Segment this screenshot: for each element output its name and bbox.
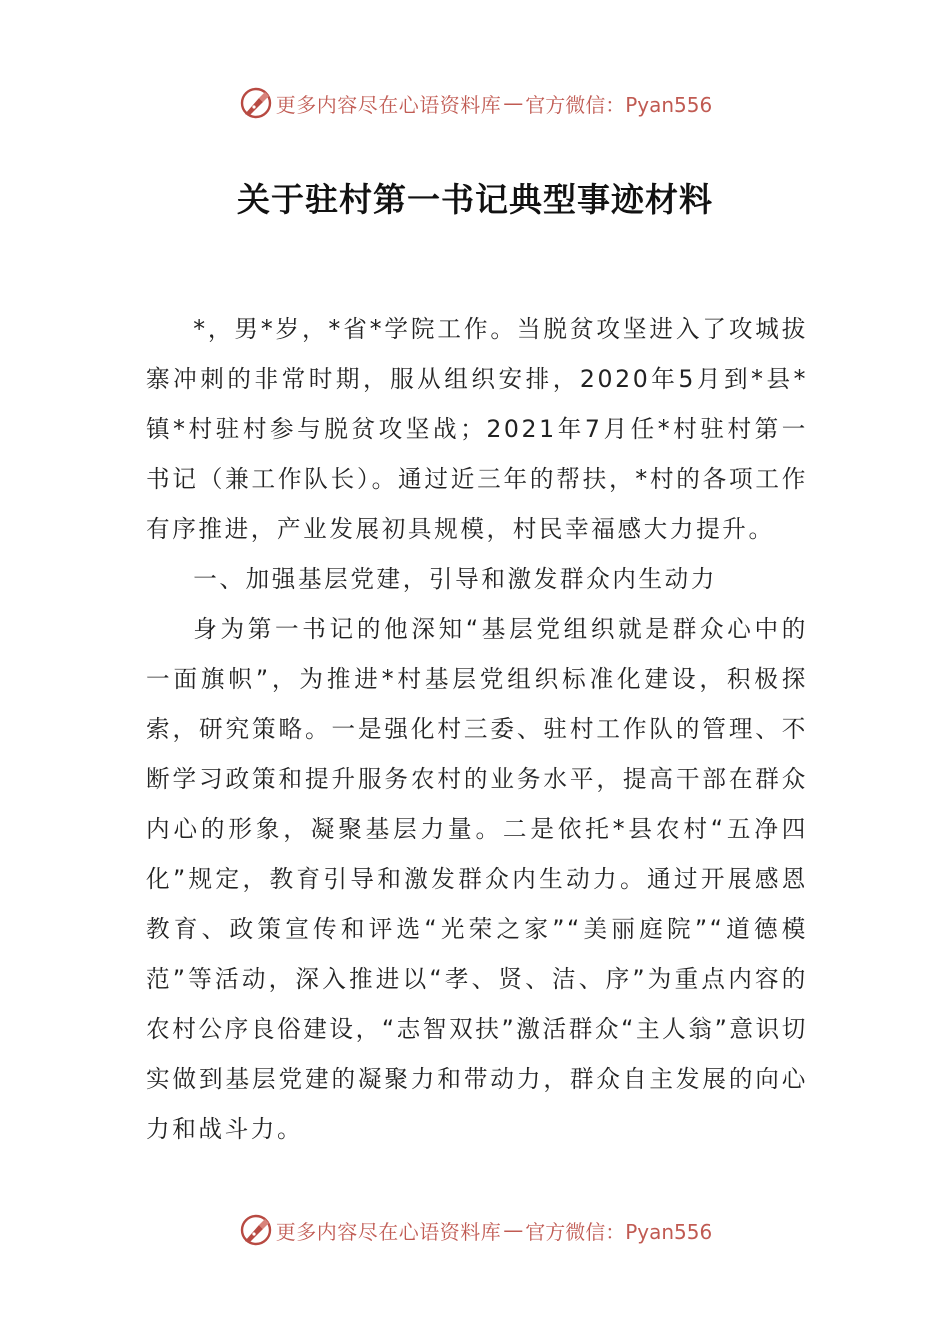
pen-nib-logo-icon [238,1212,274,1248]
paragraph-party-building: 身为第一书记的他深知“基层党组织就是群众心中的一面旗帜”，为推进*村基层党组织标准化建设，积极探索，研究策略。一是强化村三委、驻村工作队的管理、不断学习政策和提升服务农村的业务水平，提高干部在群众内心的形象，凝聚基层力量。二是依托*县农村“五净四化”规定，教育引导和激发群众内生动力。通过开展感恩教育、政策宣传和评选“光荣之家”“美丽庭院”“道德模范”等活动，深入推进以“孝、贤、洁、序”为重点内容的农村公序良俗建设，“志智双扶”激活群众“主人翁”意识切实做到基层党建的凝聚力和带动力，群众自主发展的向心力和战斗力。 [146,615,808,1143]
footer-banner-text: 更多内容尽在心语资料库 [275,1219,502,1244]
header-banner-separator: — [503,91,524,115]
header-watermark-banner [0,81,950,125]
footer-watermark-banner [0,1208,950,1252]
header-banner-text: 更多内容尽在心语资料库 [275,92,502,117]
footer-banner-wechat: 官方微信：Pyan556 [525,1219,713,1244]
section-heading: 一、加强基层党建，引导和激发群众内生动力 [193,565,718,593]
document-title: 关于驻村第一书记典型事迹材料 [237,180,713,219]
paragraph-intro: *，男*岁，*省*学院工作。当脱贫攻坚进入了攻城拔寨冲刺的非常时期，服从组织安排，2020年5月到*县*镇*村驻村参与脱贫攻坚战；2021年7月任*村驻村第一书记（兼工作队长）。通过近三年的帮扶，*村的各项工作有序推进，产业发展初具规模，村民幸福感大力提升。 [146,315,808,543]
footer-banner-separator: — [503,1218,524,1242]
pen-nib-logo-icon [238,85,274,121]
header-banner-wechat: 官方微信：Pyan556 [525,92,713,117]
document-body [146,304,808,1154]
